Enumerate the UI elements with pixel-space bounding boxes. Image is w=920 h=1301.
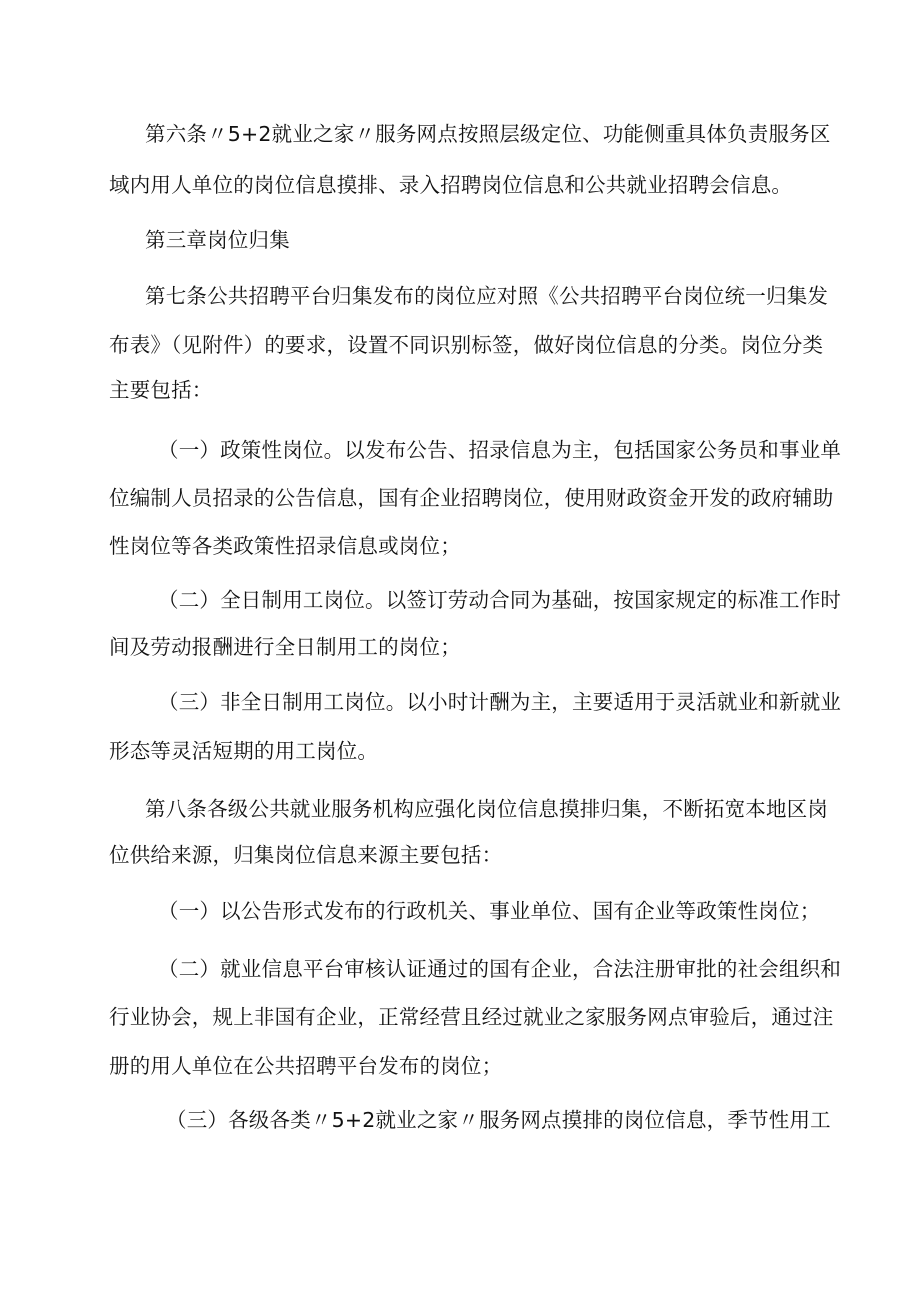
text-line: 主要包括： [109,378,213,402]
text-line: 布表》（见附件）的要求，设置不同识别标签，做好岗位信息的分类。岗位分类 [109,333,824,357]
text-line: 间及劳动报酬进行全日制用工的岗位； [109,635,461,659]
text-line: （二）就业信息平台审核认证通过的国有企业，合法注册审批的社会组织和 [158,957,842,981]
text-line: （三）非全日制用工岗位。以小时计酬为主，主要适用于灵活就业和新就业 [158,690,842,714]
text-line: 域内用人单位的岗位信息摸排、录入招聘岗位信息和公共就业招聘会信息。 [109,173,793,197]
text-line: 位供给来源，归集岗位信息来源主要包括： [109,843,503,867]
text-line: 册的用人单位在公共招聘平台发布的岗位； [109,1054,503,1078]
text-line: 第七条公共招聘平台归集发布的岗位应对照《公共招聘平台岗位统一归集发 [145,284,829,308]
text-line: 形态等灵活短期的用工岗位。 [109,739,379,763]
text-line: （一）以公告形式发布的行政机关、事业单位、国有企业等政策性岗位； [158,899,821,923]
text-line: （一）政策性岗位。以发布公告、招录信息为主，包括国家公务员和事业单 [158,438,842,462]
text-line: 性岗位等各类政策性招录信息或岗位； [109,534,461,558]
text-line: 行业协会，规上非国有企业，正常经营且经过就业之家服务网点审验后，通过注 [109,1005,834,1029]
text-line: （二）全日制用工岗位。以签订劳动合同为基础，按国家规定的标准工作时 [158,588,842,612]
text-line: （三）各级各类〃5+2就业之家〃服务网点摸排的岗位信息，季节性用工 [166,1108,831,1132]
text-line: 位编制人员招录的公告信息，国有企业招聘岗位，使用财政资金开发的政府辅助 [109,486,834,510]
text-line: 第八条各级公共就业服务机构应强化岗位信息摸排归集，不断拓宽本地区岗 [145,797,829,821]
text-line: 第六条〃5+2就业之家〃服务网点按照层级定位、功能侧重具体负责服务区 [145,122,831,146]
text-line: 第三章岗位归集 [145,228,290,252]
